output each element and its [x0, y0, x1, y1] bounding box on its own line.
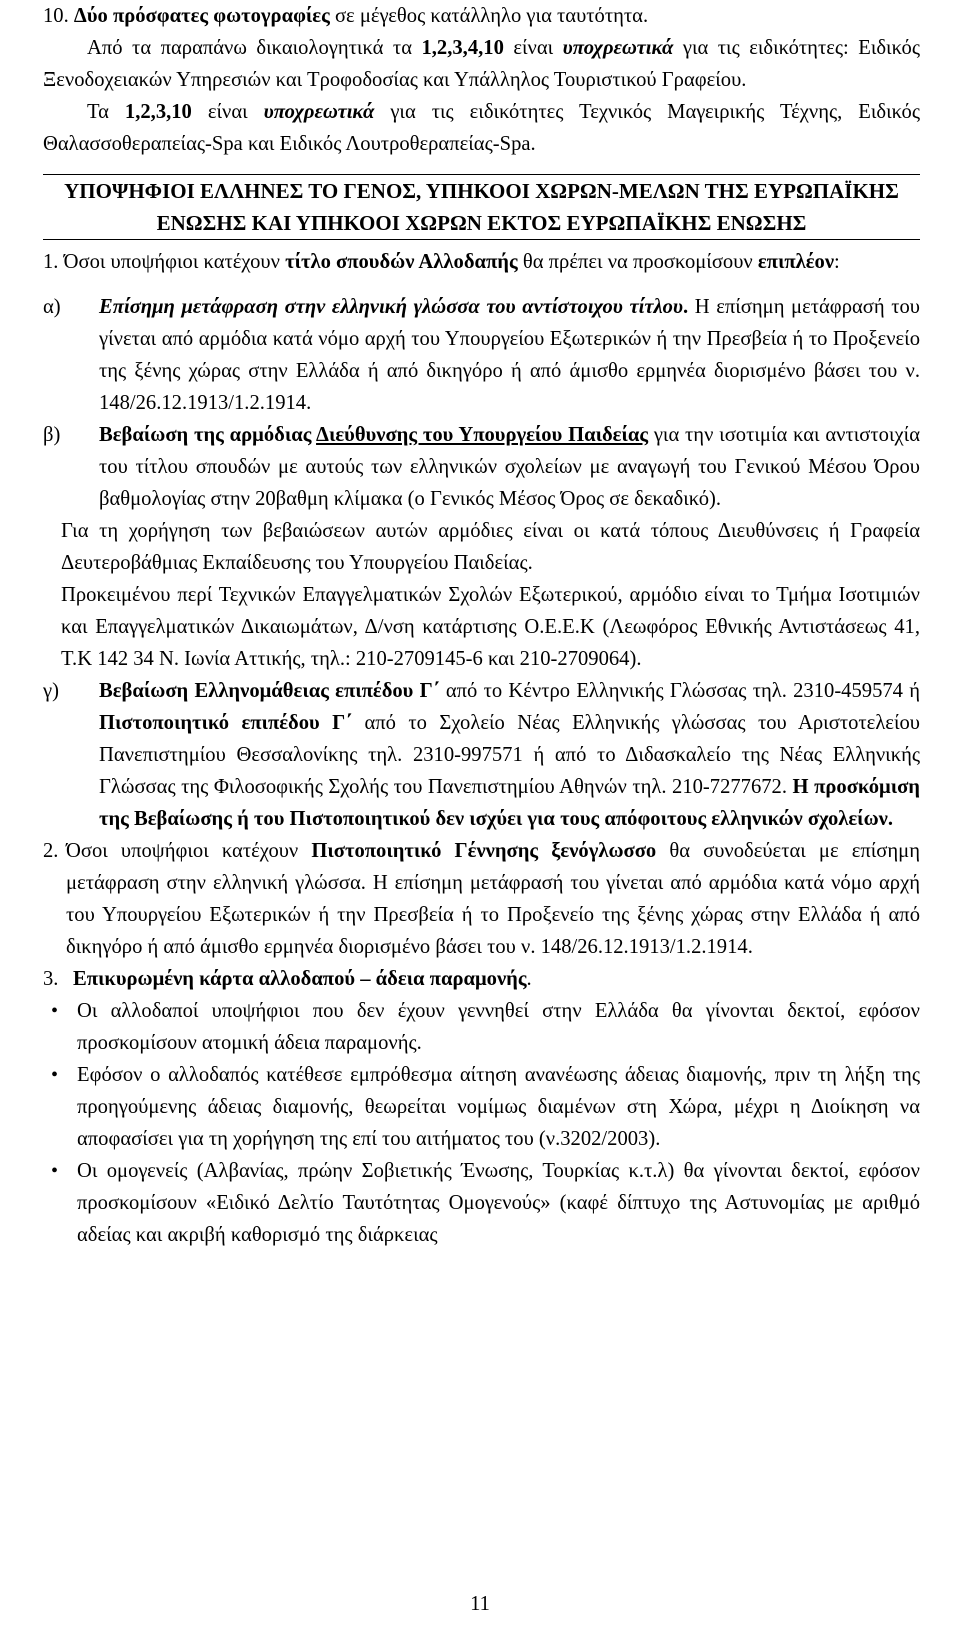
paragraph-grant: Για τη χορήγηση των βεβαιώσεων αυτών αρμόδιες είναι οι κατά τόπους Διευθύνσεις ή Γραφεία Δευτεροβάθμιας Εκπαίδευσης του Υπουργείου Παιδείας.	[61, 520, 920, 574]
text-run: :	[834, 251, 840, 273]
text-run: .	[526, 968, 532, 990]
text-run: Από τα παραπάνω δικαιολογητικά τα	[87, 37, 422, 59]
item-1-number: 1.	[43, 251, 59, 273]
bold-run: Επικυρωμένη κάρτα αλλοδαπού – άδεια παραμονής	[73, 968, 527, 990]
text-run: από το Σχολείο Νέας Ελληνικής γλώσσας του Αριστοτελείου Πανεπιστημίου Θεσσαλονίκης τηλ. 2310-997571 ή από το Διδασκαλείο της Νέας Ελληνικής Γλώσσας της Φιλοσοφικής Σχολής του Πανεπιστημίου Αθηνών τηλ. 210-7277672.	[99, 712, 920, 798]
item-10-bold: Δύο πρόσφατες φωτογραφίες	[73, 5, 330, 27]
sub-item-a	[43, 291, 920, 419]
text-run: για την ισοτιμία και αντιστοιχία του τίτλου σπουδών με αυτούς των ελληνικών σχολείων με αναγωγή του Γενικού Μέσου Όρου βαθμολογίας στην 20βαθμη κλίμακα (ο Γενικός Μέσος Όρος σε δεκαδικό).	[99, 424, 920, 510]
item-2-number: 2.	[43, 840, 59, 862]
item-3-body	[73, 963, 920, 995]
bullet-item	[43, 995, 920, 1059]
text-run: Τα	[87, 101, 125, 123]
sub-item-a-label: α)	[43, 296, 61, 318]
text-run: Όσοι υποψήφιοι κατέχουν	[66, 840, 312, 862]
bullet-item	[43, 1059, 920, 1155]
bold-run: Η προσκόμιση της Βεβαίωσης ή του Πιστοποιητικού δεν ισχύει για τους απόφοιτους ελληνικών σχολείων.	[99, 776, 920, 830]
paragraph-required-1	[43, 32, 920, 96]
bold-run: Βεβαίωση Ελληνομάθειας επιπέδου Γ΄	[99, 680, 440, 702]
sub-item-c-label: γ)	[43, 680, 59, 702]
text-run: θα συνοδεύεται με επίσημη μετάφραση στην ελληνική γλώσσα. Η επίσημη μετάφρασή του γίνεται από αρμόδια κατά νόμο αρχή του Υπουργείου Εξωτερικών ή την Πρεσβεία ή το Προξενείο της ξένης χώρας στην Ελλάδα ή από δικηγόρο ή από άμισθο ερμηνέα διορισμένο βάσει του ν. 148/26.12.1913/1.2.1914.	[66, 840, 920, 958]
text-run: για τις ειδικότητες Τεχνικός Μαγειρικής Τέχνης, Ειδικός Θαλασσοθεραπείας-Spa και Ειδικός Λουτροθεραπείας-Spa.	[43, 101, 920, 155]
bold-italic-run: Επίσημη μετάφραση στην ελληνική γλώσσα του αντίστοιχου τίτλου	[99, 296, 683, 318]
bullet-icon: •	[51, 1000, 59, 1022]
page-number: 11	[470, 1593, 490, 1615]
sub-item-c	[43, 675, 920, 835]
sub-item-b	[43, 419, 920, 515]
bold-italic-run: υποχρεωτικά	[562, 37, 674, 59]
bullet-item	[43, 1155, 920, 1251]
bold-underlined-run: Διεύθυνσης του Υπουργείου Παιδείας	[316, 424, 649, 446]
item-3-number: 3.	[43, 968, 59, 990]
text-run: είναι	[191, 101, 264, 123]
bold-italic-run: υποχρεωτικά	[263, 101, 375, 123]
text-run: Η επίσημη μετάφρασή του γίνεται από αρμόδια κατά νόμο αρχή του Υπουργείου Εξωτερικών ή την Πρεσβεία ή το Προξενείο της ξένης χώρας στην Ελλάδα ή από δικηγόρο ή από άμισθο ερμηνέα διορισμένο βάσει του ν. 148/26.12.1913/1.2.1914.	[99, 296, 920, 414]
item-2	[43, 835, 920, 963]
bold-run: επιπλέον	[757, 251, 835, 273]
section-heading: ΥΠΟΨΗΦΙΟΙ ΕΛΛΗΝΕΣ ΤΟ ΓΕΝΟΣ, ΥΠΗΚΟΟΙ ΧΩΡΩΝ-ΜΕΛΩΝ ΤΗΣ ΕΥΡΩΠΑΪΚΗΣ ΕΝΩΣΗΣ ΚΑΙ ΥΠΗΚΟΟΙ ΧΩΡΩΝ ΕΚΤΟΣ ΕΥΡΩΠΑΪΚΗΣ ΕΝΩΣΗΣ	[43, 174, 920, 240]
item-2-body	[66, 835, 920, 963]
bullet-text: Οι αλλοδαποί υποψήφιοι που δεν έχουν γεννηθεί στην Ελλάδα θα γίνονται δεκτοί, εφόσον προσκομίσουν ατομική άδεια παραμονής.	[77, 1000, 920, 1054]
sub-item-b-label: β)	[43, 424, 61, 446]
item-10-number: 10.	[43, 5, 69, 27]
text-run: από το Κέντρο Ελληνικής Γλώσσας τηλ. 2310-459574 ή	[439, 680, 920, 702]
bold-run: 1,2,3,4,10	[421, 37, 504, 59]
item-3	[43, 963, 920, 995]
bold-run: Πιστοποιητικό επιπέδου Γ΄	[99, 712, 353, 734]
item-10-text: σε μέγεθος κατάλληλο για ταυτότητα.	[329, 5, 649, 27]
bullet-text: Εφόσον ο αλλοδαπός κατέθεσε εμπρόθεσμα αίτηση ανανέωσης άδειας διαμονής, πριν τη λήξη της προηγούμενης άδειας διαμονής, θεωρείται νομίμως διαμένων στη Χώρα, μέχρι η Διοίκηση να αποφασίσει για τη χορήγηση της επί του αιτήματος του (ν.3202/2003).	[77, 1064, 920, 1150]
item-1	[43, 246, 920, 278]
bold-run: 1,2,3,10	[124, 101, 192, 123]
bullet-text: Οι ομογενείς (Αλβανίας, πρώην Σοβιετικής Ένωσης, Τουρκίας κ.τ.λ) θα γίνονται δεκτοί, εφόσον προσκομίσουν «Ειδικό Δελτίο Ταυτότητας Ομογενούς» (καφέ δίπτυχο της Αστυνομίας με αριθμό αδείας και ακριβή καθορισμό της διάρκειας	[77, 1160, 920, 1246]
bold-run: Πιστοποιητικό Γέννησης ξενόγλωσσο	[311, 840, 657, 862]
bold-run: Βεβαίωση της αρμόδιας	[99, 424, 317, 446]
bullet-icon: •	[51, 1064, 59, 1086]
item-10	[43, 0, 920, 32]
text-run: είναι	[503, 37, 563, 59]
bold-run: τίτλο σπουδών Αλλοδαπής	[285, 251, 518, 273]
text-run: για τις ειδικότητες: Ειδικός Ξενοδοχειακών Υπηρεσιών και Τροφοδοσίας και Υπάλληλος Τουριστικού Γραφείου.	[43, 37, 920, 91]
text-run: .	[683, 296, 689, 318]
bullet-icon: •	[51, 1160, 59, 1182]
text-run: θα πρέπει να προσκομίσουν	[517, 251, 758, 273]
text-run: Όσοι υποψήφιοι κατέχουν	[58, 251, 286, 273]
paragraph-required-2	[43, 96, 920, 160]
paragraph-technical: Προκειμένου περί Τεχνικών Επαγγελματικών Σχολών Εξωτερικού, αρμόδιο είναι το Τμήμα Ισοτιμιών και Επαγγελματικών Δικαιωμάτων, Δ/νση κατάρτισης Ο.Ε.Ε.Κ (Λεωφόρος Εθνικής Αντιστάσεως 41, Τ.Κ 142 34 Ν. Ιωνία Αττικής, τηλ.: 210-2709145-6 και 210-2709064).	[61, 584, 920, 670]
